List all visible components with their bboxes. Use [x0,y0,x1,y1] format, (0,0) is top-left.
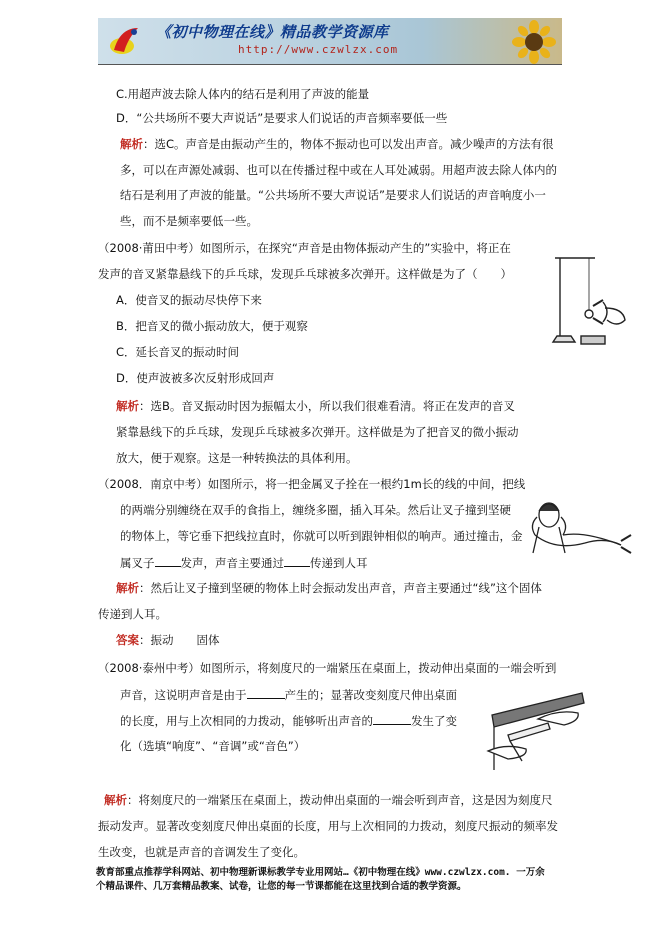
person-listening-fork-figure [525,495,635,555]
q3-stem-line-3: 的物体上，等它垂下把线拉直时，你就可以听到跟钟相似的响声。通过撞击，金 [120,529,523,543]
q2-analysis-line-3: 放大，便于观察。这是一种转换法的具体利用。 [116,451,358,465]
q2-option-b: B．把音叉的微小振动放大，便于观察 [116,319,308,333]
site-title: 《初中物理在线》精品教学资源库 [156,23,389,41]
analysis-label: 解析 [104,793,127,807]
header-divider [98,64,562,65]
q3-analysis-line-2: 传递到人耳。 [98,607,167,621]
q2-option-d: D．使声波被多次反射形成回声 [116,371,275,385]
q4-stem-line-2 [120,686,457,703]
q4-stem-text: 的长度，用与上次相同的力拨动，能够听出声音的 [120,714,373,728]
footer-line-1: 教育部重点推荐学科网站、初中物理新课标教学专业用网站…《初中物理在线》www.czwlzx.com. 一万余 [96,867,545,878]
q4-stem-line-3 [120,712,457,729]
header-banner [98,18,562,64]
q3-stem-text: 属叉子 [120,556,155,570]
analysis-label: 解析 [116,581,139,595]
q3-stem-text: 发声，声音主要通过 [180,556,284,570]
answer-blank[interactable] [284,554,310,567]
site-logo-icon [108,24,144,58]
q3-answer-text: ：振动 固体 [139,633,220,647]
q3-stem-line-4 [120,554,368,571]
footer-line-2: 个精品课件、几万套精品教案、试卷，让您的每一节课都能在这里找到合适的教学资源。 [96,881,467,892]
q4-analysis-text: ：将刻度尺的一端紧压在桌面上，拨动伸出桌面的一端会听到声音，这是因为刻度尺 [127,793,553,807]
q4-analysis-line [104,792,553,808]
q2-analysis-line-2: 紧靠悬线下的乒乓球，发现乒乓球被多次弹开。这样做是为了把音叉的微小振动 [116,425,519,439]
site-url[interactable]: http://www.czwlzx.com [238,43,399,56]
q4-analysis-line-2: 振动发声。显著改变刻度尺伸出桌面的长度，用与上次相同的力拨动，刻度尺振动的频率发 [98,819,558,833]
tuning-fork-pendulum-figure [545,250,630,350]
q2-analysis-text: ：选B。音叉振动时因为振幅太小，所以我们很难看清。将正在发声的音叉 [139,399,515,413]
q4-stem-line-4: 化（选填“响度”、“音调”或“音色”） [120,739,306,753]
answer-blank[interactable] [247,686,285,699]
answer-blank[interactable] [373,712,411,725]
q3-analysis-text: ：然后让叉子撞到坚硬的物体上时会振动发出声音，声音主要通过“线”这个固体 [139,581,542,595]
q4-stem-text: 产生的；显著改变刻度尺伸出桌面 [284,688,457,702]
q1-analysis-line-2: 多，可以在声源处减弱、也可以在传播过程中或在人耳处减弱。用超声波去除人体内的 [120,163,557,177]
answer-label: 答案 [116,633,139,647]
q3-answer-line [116,632,220,648]
ruler-on-table-figure [478,685,588,770]
sunflower-icon [512,20,556,64]
q4-stem-line-1: （2008·泰州中考）如图所示，将刻度尺的一端紧压在桌面上，拨动伸出桌面的一端会听到 [98,661,557,675]
q2-analysis-line [116,398,515,414]
analysis-label: 解析 [116,399,139,413]
analysis-label: 解析 [120,137,143,151]
q1-analysis-line-4: 些，而不是频率要低一些。 [120,214,258,228]
q3-stem-line-1: （2008．南京中考）如图所示，将一把金属叉子拴在一根约1m长的线的中间，把线 [98,477,526,491]
q4-stem-text: 声音，这说明声音是由于 [120,688,247,702]
q1-option-d: D．“公共场所不要大声说话”是要求人们说话的声音频率要低一些 [116,111,448,125]
q2-option-c: C．延长音叉的振动时间 [116,345,240,359]
q2-option-a: A．使音叉的振动尽快停下来 [116,293,262,307]
q3-analysis-line [116,580,542,596]
q2-stem-line-1: （2008·莆田中考）如图所示，在探究“声音是由物体振动产生的”实验中，将正在 [98,241,511,255]
q4-stem-text: 发生了变 [411,714,457,728]
q3-stem-line-2: 的两端分别缠绕在双手的食指上，缠绕多圈，插入耳朵。然后让叉子撞到坚硬 [120,503,511,517]
q1-option-c: C.用超声波去除人体内的结石是利用了声波的能量 [116,87,370,101]
answer-blank[interactable] [155,554,181,567]
q2-stem-line-2: 发声的音叉紧靠悬线下的乒乓球，发现乒乓球被多次弹开。这样做是为了（ ） [98,267,512,281]
q1-analysis-line [120,136,554,152]
q1-analysis-line-3: 结石是利用了声波的能量。“公共场所不要大声说话”是要求人们说话的声音响度小一 [120,188,546,202]
q1-analysis-text: ：选C。声音是由振动产生的，物体不振动也可以发出声音。减少噪声的方法有很 [143,137,554,151]
q3-stem-text: 传递到人耳 [310,556,368,570]
q4-analysis-line-3: 生改变，也就是声音的音调发生了变化。 [98,845,305,859]
